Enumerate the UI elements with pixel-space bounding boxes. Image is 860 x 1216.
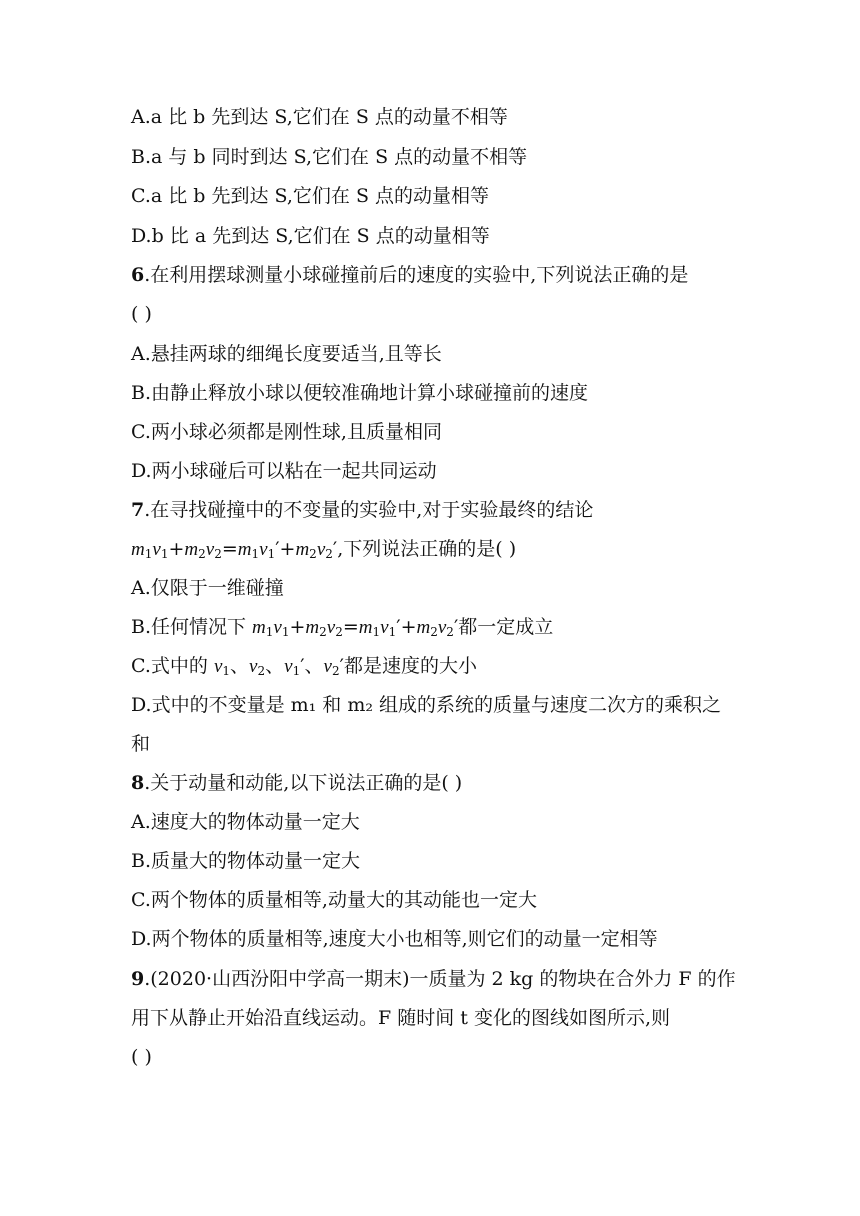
q7-option-b-formula: $m_1v_1+m_2v_2=m_1v_1'+m_2v_2'$ xyxy=(252,616,459,639)
q8-option-a: A.速度大的物体动量一定大 xyxy=(131,811,360,833)
q8-stem xyxy=(131,770,741,796)
q7-option-b xyxy=(131,614,741,641)
q5-option-b: B.a 与 b 同时到达 S,它们在 S 点的动量不相等 xyxy=(131,146,528,168)
q7-formula: $m_1v_1+m_2v_2=m_1v_1'+m_2v_2'$ xyxy=(131,538,338,561)
q8-option-b: B.质量大的物体动量一定大 xyxy=(131,850,361,872)
q8-option-c: C.两个物体的质量相等,动量大的其动能也一定大 xyxy=(131,889,537,911)
q5-option-d: D.b 比 a 先到达 S,它们在 S 点的动量相等 xyxy=(131,225,490,247)
q8-stem-text: .关于动量和动能,以下说法正确的是( ) xyxy=(144,772,463,794)
q7-option-d-line1: D.式中的不变量是 m₁ 和 m₂ 组成的系统的质量与速度二次方的乘积之 xyxy=(131,694,722,716)
q7-stem-text: .在寻找碰撞中的不变量的实验中,对于实验最终的结论 xyxy=(144,499,594,521)
q7-option-c xyxy=(131,653,741,680)
q6-option-b: B.由静止释放小球以便较准确地计算小球碰撞前的速度 xyxy=(131,382,589,404)
q7-stem-tail: ,下列说法正确的是( ) xyxy=(337,538,517,560)
q6-option-c: C.两小球必须都是刚性球,且质量相同 xyxy=(131,421,442,443)
q7-number: 7 xyxy=(131,499,145,521)
q5-option-a: A.a 比 b 先到达 S,它们在 S 点的动量不相等 xyxy=(131,106,508,128)
q8-number: 8 xyxy=(131,772,145,794)
q9-answer-paren: ( ) xyxy=(131,1046,152,1068)
q7-option-c-vars: $v_1$、$v_2$、$v_1'$、$v_2'$ xyxy=(213,655,344,678)
q7-option-c-suffix: 都是速度的大小 xyxy=(343,655,477,677)
q6-option-d: D.两小球碰后可以粘在一起共同运动 xyxy=(131,460,437,482)
q7-stem-formula-line xyxy=(131,536,741,563)
q7-option-b-suffix: 都一定成立 xyxy=(458,616,554,638)
q6-stem-text: .在利用摆球测量小球碰撞前后的速度的实验中,下列说法正确的是 xyxy=(144,264,689,286)
q9-stem-text: .(2020·山西汾阳中学高一期末)一质量为 2 kg 的物块在合外力 F 的作 xyxy=(144,968,736,990)
q8-option-d: D.两个物体的质量相等,速度大小也相等,则它们的动量一定相等 xyxy=(131,928,658,950)
q7-option-b-prefix: B.任何情况下 xyxy=(131,616,253,638)
q7-stem xyxy=(131,497,741,523)
q7-option-d-line2: 和 xyxy=(131,733,151,755)
q7-option-c-prefix: C.式中的 xyxy=(131,655,214,677)
q5-option-c: C.a 比 b 先到达 S,它们在 S 点的动量相等 xyxy=(131,185,490,207)
q7-option-a: A.仅限于一维碰撞 xyxy=(131,577,284,599)
q6-option-a: A.悬挂两球的细绳长度要适当,且等长 xyxy=(131,343,442,365)
q9-number: 9 xyxy=(131,968,145,990)
q9-stem-line1 xyxy=(131,966,741,992)
q6-stem xyxy=(131,262,741,288)
q6-answer-paren: ( ) xyxy=(131,303,152,325)
q6-number: 6 xyxy=(131,264,145,286)
q9-stem-line2: 用下从静止开始沿直线运动。F 随时间 t 变化的图线如图所示,则 xyxy=(131,1007,670,1029)
